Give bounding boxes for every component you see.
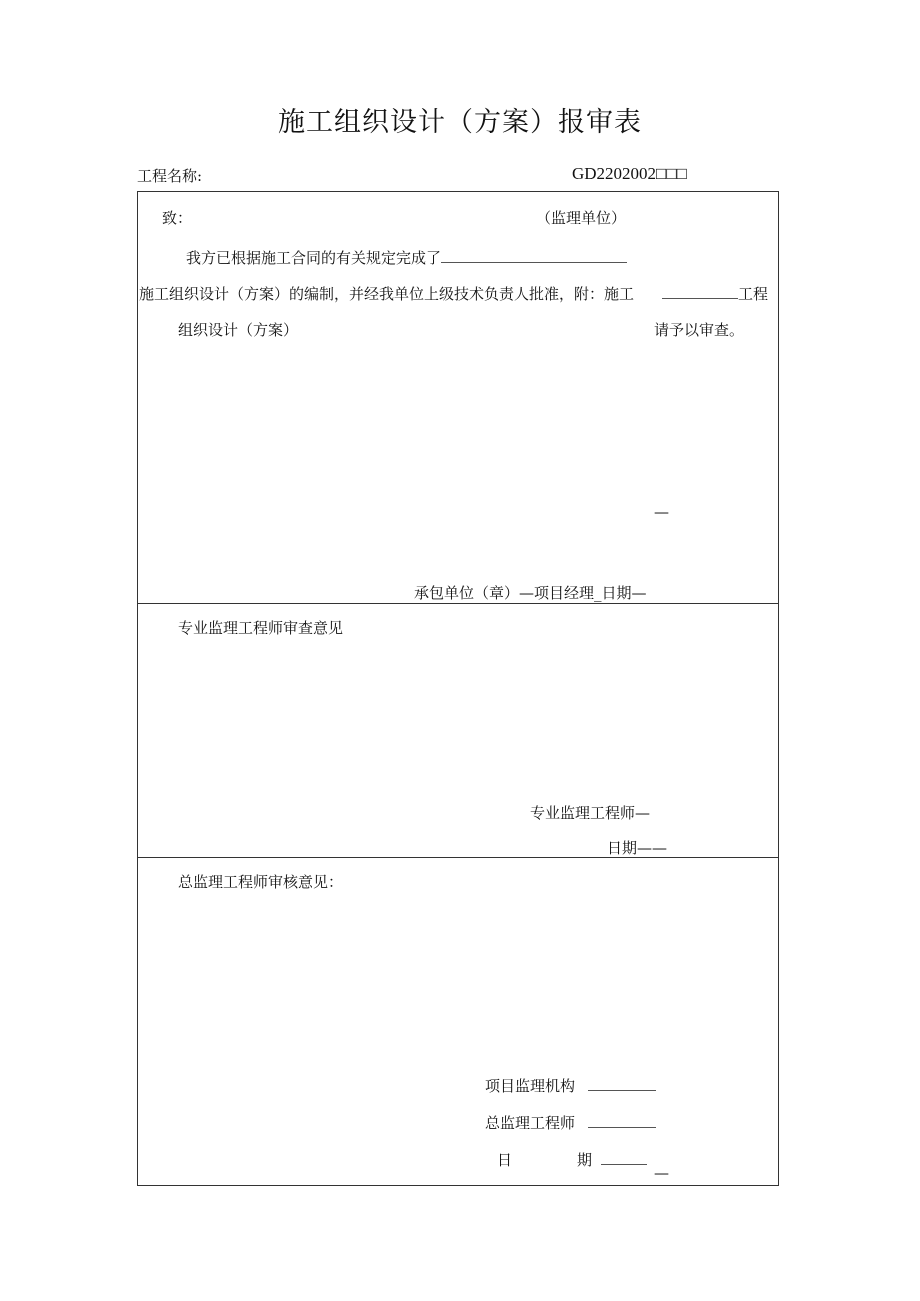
supervision-org-label: 项目监理机构 [485, 1077, 576, 1095]
section-divider-1 [137, 603, 779, 604]
project-name-label: 工程名称: [137, 167, 203, 185]
chief-review-heading: 总监理工程师审核意见： [178, 873, 344, 891]
specialty-review-date: 日期—— [607, 839, 668, 857]
supervision-org-blank[interactable] [588, 1078, 656, 1091]
chief-date-blank[interactable] [601, 1152, 647, 1165]
to-label: 致： [162, 209, 193, 227]
attachment-blank[interactable] [662, 286, 738, 299]
dash-mark: — [654, 503, 669, 521]
specialty-engineer-signature: 专业监理工程师— [530, 804, 651, 822]
statement-line-1-text: 我方已根据施工合同的有关规定完成了 [186, 249, 442, 267]
chief-date-row [577, 1149, 647, 1170]
supervisor-unit-label: （监理单位） [536, 209, 627, 227]
supervision-org-row [485, 1075, 656, 1096]
form-table [137, 191, 779, 1186]
chief-date-label-1: 日 [497, 1151, 513, 1169]
chief-engineer-label: 总监理工程师 [485, 1114, 576, 1132]
section-divider-2 [137, 857, 779, 858]
statement-line-3: 组织设计（方案） [178, 321, 299, 339]
statement-line-2-right-text: 工程 [738, 285, 769, 303]
chief-engineer-blank[interactable] [588, 1115, 656, 1128]
specialty-review-heading: 专业监理工程师审查意见 [178, 619, 344, 637]
statement-line-2-right [662, 283, 768, 304]
statement-line-2: 施工组织设计（方案）的编制，并经我单位上级技术负责人批准，附：施工 [139, 285, 635, 303]
contractor-signature-line: 承包单位（章）—项目经理_日期— [414, 584, 647, 602]
review-request: 请予以审查。 [654, 321, 745, 339]
chief-engineer-row [485, 1112, 656, 1133]
completed-item-blank[interactable] [441, 250, 627, 263]
chief-date-label-2: 期 [577, 1151, 593, 1169]
page-title: 施工组织设计（方案）报审表 [278, 107, 642, 138]
document-code: GD2202002□□□ [572, 164, 687, 183]
chief-date-dash: — [654, 1164, 669, 1182]
statement-line-1 [186, 247, 627, 268]
